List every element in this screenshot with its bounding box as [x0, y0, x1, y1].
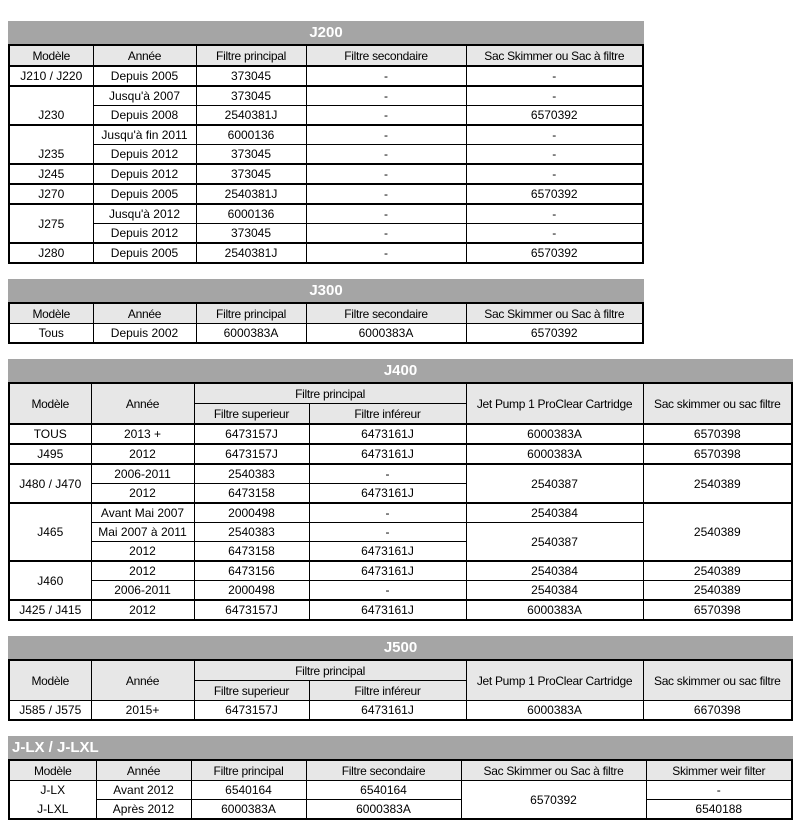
table-row: [9, 800, 792, 820]
table-cell: 6000383A: [466, 444, 643, 464]
table-cell: -: [306, 184, 466, 204]
table-cell: 2012: [91, 561, 194, 581]
table-section-jlx-jlxl: [8, 736, 793, 820]
table-cell: J245: [9, 164, 93, 184]
table-row: [9, 204, 643, 224]
table-cell: 6000136: [196, 204, 306, 224]
table-cell: -: [306, 66, 466, 86]
table-cell: -: [309, 464, 466, 484]
table-cell: 373045: [196, 66, 306, 86]
table-cell: J460: [9, 561, 91, 600]
table-cell: J270: [9, 184, 93, 204]
table-title-j500: J500: [8, 636, 793, 659]
column-header: Année: [91, 660, 194, 701]
table-row: [9, 600, 792, 620]
column-header: Skimmer weir filter: [646, 760, 792, 781]
table-cell: 2540381J: [196, 184, 306, 204]
table-cell: Jusqu'à 2012: [93, 204, 196, 224]
table-cell: Depuis 2005: [93, 243, 196, 263]
table-cell: 6000383A: [306, 324, 466, 344]
table-cell: 2540387: [466, 464, 643, 503]
table-cell: 2540384: [466, 581, 643, 601]
table-row: [9, 106, 643, 126]
column-header: Sac Skimmer ou Sac à filtre: [466, 45, 643, 66]
table-cell: Après 2012: [96, 800, 191, 820]
table-cell: 6473161J: [309, 424, 466, 444]
table-cell: Avant 2012: [96, 781, 191, 800]
table-cell: -: [309, 581, 466, 601]
table-section-j500: [8, 636, 793, 721]
column-header: Filtre secondaire: [306, 303, 466, 324]
table-cell: -: [466, 224, 643, 244]
table-cell: -: [309, 503, 466, 523]
table-row: [9, 243, 643, 263]
parts-table-j400: [8, 382, 793, 621]
table-cell: J585 / J575: [9, 701, 91, 721]
column-header: Sac skimmer ou sac filtre: [643, 660, 792, 701]
table-cell: J495: [9, 444, 91, 464]
table-cell: 2012: [91, 484, 194, 504]
column-header: Filtre principal: [194, 383, 466, 404]
table-cell: 2540389: [643, 561, 792, 581]
table-title-j200: J200: [8, 21, 644, 44]
table-cell: -: [466, 86, 643, 106]
table-cell: 373045: [196, 145, 306, 165]
column-header: Filtre inféreur: [309, 681, 466, 701]
column-header: Filtre principal: [196, 303, 306, 324]
column-header: Modèle: [9, 303, 93, 324]
table-row: [9, 66, 643, 86]
column-header: Année: [93, 45, 196, 66]
table-cell: 6570392: [466, 106, 643, 126]
table-cell: -: [466, 204, 643, 224]
table-cell: 6473156: [194, 561, 309, 581]
table-row: [9, 324, 643, 344]
table-cell: J280: [9, 243, 93, 263]
table-row: [9, 503, 792, 523]
table-cell: -: [466, 145, 643, 165]
column-header: Année: [96, 760, 191, 781]
table-cell: 2540381J: [196, 106, 306, 126]
table-cell: -: [309, 523, 466, 542]
table-cell: 6000383A: [466, 424, 643, 444]
table-cell: 2540384: [466, 503, 643, 523]
parts-table-j500: [8, 659, 793, 721]
table-cell: -: [466, 164, 643, 184]
table-cell: 373045: [196, 164, 306, 184]
table-cell: 6570392: [466, 184, 643, 204]
table-row: [9, 781, 792, 800]
table-cell: 6000383A: [466, 701, 643, 721]
table-row: [9, 424, 792, 444]
table-row: [9, 164, 643, 184]
table-cell: J235: [9, 125, 93, 164]
table-cell: Avant Mai 2007: [91, 503, 194, 523]
table-cell: 2540389: [643, 464, 792, 503]
table-cell: J425 / J415: [9, 600, 91, 620]
table-cell: 373045: [196, 86, 306, 106]
table-cell: Depuis 2005: [93, 66, 196, 86]
table-row: [9, 145, 643, 165]
table-cell: 2006-2011: [91, 581, 194, 601]
table-cell-line: J-LX: [40, 783, 66, 797]
table-row: [9, 464, 792, 484]
table-cell: 6570392: [466, 324, 643, 344]
column-header: Modèle: [9, 383, 91, 424]
table-cell: Depuis 2012: [93, 164, 196, 184]
table-cell: Depuis 2008: [93, 106, 196, 126]
table-cell: J465: [9, 503, 91, 561]
column-header: Modèle: [9, 760, 96, 781]
table-section-j400: [8, 359, 793, 621]
table-cell: Depuis 2005: [93, 184, 196, 204]
table-row: [9, 444, 792, 464]
table-cell: 2015+: [91, 701, 194, 721]
table-cell: 6473161J: [309, 600, 466, 620]
table-title-j300: J300: [8, 279, 644, 302]
table-cell: 2000498: [194, 503, 309, 523]
table-cell: 2000498: [194, 581, 309, 601]
table-cell: 6473161J: [309, 444, 466, 464]
table-section-j200: [8, 21, 644, 264]
table-cell: Tous: [9, 324, 93, 344]
parts-table-j300: [8, 302, 644, 344]
table-title-jlx-jlxl: J-LX / J-LXL: [8, 736, 793, 759]
table-cell: 6670398: [643, 701, 792, 721]
table-cell: 2006-2011: [91, 464, 194, 484]
table-cell: 6473161J: [309, 701, 466, 721]
column-header: Filtre superieur: [194, 681, 309, 701]
table-cell: 6540188: [646, 800, 792, 820]
table-row: [9, 184, 643, 204]
table-cell: Depuis 2002: [93, 324, 196, 344]
table-cell: 6473157J: [194, 424, 309, 444]
column-header: Année: [91, 383, 194, 424]
table-cell: Mai 2007 à 2011: [91, 523, 194, 542]
table-cell: -: [306, 243, 466, 263]
table-cell: 6473158: [194, 484, 309, 504]
table-cell: 6473157J: [194, 444, 309, 464]
table-cell: 6540164: [191, 781, 306, 800]
table-cell: 6570398: [643, 600, 792, 620]
table-cell: J230: [9, 86, 93, 125]
table-cell: Jusqu'à fin 2011: [93, 125, 196, 145]
table-cell: -: [306, 204, 466, 224]
column-header: Filtre secondaire: [306, 45, 466, 66]
column-header: Filtre principal: [194, 660, 466, 681]
table-cell: -: [306, 106, 466, 126]
table-cell: 6473161J: [309, 561, 466, 581]
table-cell: 2540381J: [196, 243, 306, 263]
table-row: [9, 581, 792, 601]
table-cell: 6570392: [461, 781, 646, 820]
table-cell: 6000383A: [306, 800, 461, 820]
column-header: Filtre inféreur: [309, 404, 466, 425]
column-header: Filtre principal: [196, 45, 306, 66]
table-row: [9, 561, 792, 581]
header-row: [9, 45, 643, 66]
table-cell-line: J-LXL: [37, 801, 69, 816]
table-cell: 6000136: [196, 125, 306, 145]
table-row: [9, 224, 643, 244]
header-row: [9, 760, 792, 781]
table-cell: -: [306, 164, 466, 184]
column-header: Filtre secondaire: [306, 760, 461, 781]
table-cell: 6570398: [643, 444, 792, 464]
parts-table-jlx-jlxl: [8, 759, 793, 820]
table-cell: Depuis 2012: [93, 224, 196, 244]
table-cell: -: [466, 125, 643, 145]
table-cell: 6540164: [306, 781, 461, 800]
table-cell: 6000383A: [196, 324, 306, 344]
table-cell: 6473157J: [194, 701, 309, 721]
table-cell: 6570392: [466, 243, 643, 263]
table-row: [9, 86, 643, 106]
parts-table-j200: [8, 44, 644, 264]
column-header: Filtre principal: [191, 760, 306, 781]
table-cell: J480 / J470: [9, 464, 91, 503]
table-cell: 2540383: [194, 523, 309, 542]
column-header: Filtre superieur: [194, 404, 309, 425]
table-cell: 2012: [91, 600, 194, 620]
header-row: [9, 660, 792, 681]
table-cell: 6000383A: [466, 600, 643, 620]
column-header: Jet Pump 1 ProClear Cartridge: [466, 383, 643, 424]
table-cell: 6473158: [194, 542, 309, 562]
table-cell: -: [646, 781, 792, 800]
table-cell: Depuis 2012: [93, 145, 196, 165]
column-header: Jet Pump 1 ProClear Cartridge: [466, 660, 643, 701]
table-cell: 6570398: [643, 424, 792, 444]
table-cell: 2540389: [643, 503, 792, 561]
column-header: Sac skimmer ou sac filtre: [643, 383, 792, 424]
table-cell: -: [466, 66, 643, 86]
table-cell: -: [306, 86, 466, 106]
table-section-j300: [8, 279, 644, 344]
table-cell: J210 / J220: [9, 66, 93, 86]
column-header: Modèle: [9, 660, 91, 701]
table-row: [9, 701, 792, 721]
table-cell: 2540389: [643, 581, 792, 601]
table-cell: TOUS: [9, 424, 91, 444]
column-header: Sac Skimmer ou Sac à filtre: [466, 303, 643, 324]
table-cell: 6000383A: [191, 800, 306, 820]
table-cell: 2012: [91, 444, 194, 464]
table-cell: -: [306, 145, 466, 165]
table-row: [9, 125, 643, 145]
table-cell: 2013 +: [91, 424, 194, 444]
header-row: [9, 383, 792, 404]
table-cell: -: [306, 125, 466, 145]
table-cell: 373045: [196, 224, 306, 244]
column-header: Modèle: [9, 45, 93, 66]
table-cell: -: [306, 224, 466, 244]
table-cell: 6473161J: [309, 484, 466, 504]
table-title-j400: J400: [8, 359, 793, 382]
column-header: Année: [93, 303, 196, 324]
table-cell: 6473157J: [194, 600, 309, 620]
table-cell: J275: [9, 204, 93, 243]
table-cell: 2540383: [194, 464, 309, 484]
column-header: Sac Skimmer ou Sac à filtre: [461, 760, 646, 781]
table-cell: Jusqu'à 2007: [93, 86, 196, 106]
table-cell: 2540384: [466, 561, 643, 581]
table-cell: 2540387: [466, 523, 643, 562]
table-cell: 6473161J: [309, 542, 466, 562]
table-cell: 2012: [91, 542, 194, 562]
header-row: [9, 303, 643, 324]
